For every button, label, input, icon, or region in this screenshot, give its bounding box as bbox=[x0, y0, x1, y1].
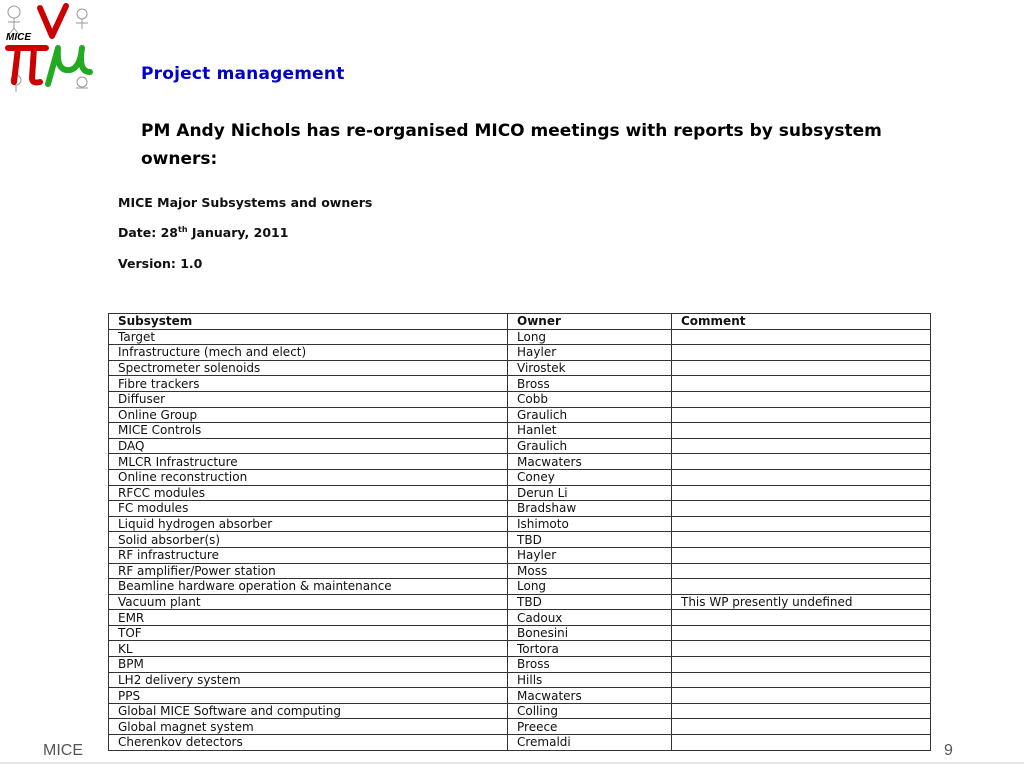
cell-owner: Long bbox=[508, 329, 672, 345]
cell-comment bbox=[672, 657, 931, 673]
cell-subsystem: RFCC modules bbox=[109, 485, 508, 501]
intro-text: PM Andy Nichols has re-organised MICO meetings with reports by subsystem owners: bbox=[141, 121, 882, 169]
cell-owner: Ishimoto bbox=[508, 516, 672, 532]
cell-comment bbox=[672, 563, 931, 579]
cell-subsystem: Fibre trackers bbox=[109, 376, 508, 392]
table-row bbox=[109, 423, 931, 439]
cell-owner: Moss bbox=[508, 563, 672, 579]
cell-comment bbox=[672, 423, 931, 439]
cell-subsystem: MLCR Infrastructure bbox=[109, 454, 508, 470]
cell-owner: Bonesini bbox=[508, 625, 672, 641]
table-row bbox=[109, 501, 931, 517]
table-row bbox=[109, 563, 931, 579]
cell-comment bbox=[672, 391, 931, 407]
header-comment: Comment bbox=[672, 314, 931, 330]
table-row bbox=[109, 610, 931, 626]
cell-subsystem: RF infrastructure bbox=[109, 547, 508, 563]
cell-owner: Graulich bbox=[508, 438, 672, 454]
cell-subsystem: Online reconstruction bbox=[109, 469, 508, 485]
cell-comment bbox=[672, 735, 931, 751]
page-heading: Project management bbox=[141, 64, 345, 84]
cell-subsystem: RF amplifier/Power station bbox=[109, 563, 508, 579]
document-date: Date: 28th January, 2011 bbox=[118, 225, 289, 241]
cell-owner: Cremaldi bbox=[508, 735, 672, 751]
table-row bbox=[109, 532, 931, 548]
cell-subsystem: EMR bbox=[109, 610, 508, 626]
cell-owner: Hayler bbox=[508, 547, 672, 563]
cell-subsystem: LH2 delivery system bbox=[109, 672, 508, 688]
subsystems-table bbox=[108, 313, 931, 751]
table-row bbox=[109, 657, 931, 673]
cell-comment bbox=[672, 345, 931, 361]
cell-comment bbox=[672, 485, 931, 501]
cell-comment bbox=[672, 579, 931, 595]
table-row bbox=[109, 454, 931, 470]
cell-subsystem: KL bbox=[109, 641, 508, 657]
cell-subsystem: Global magnet system bbox=[109, 719, 508, 735]
mice-logo bbox=[2, 2, 94, 94]
table-row bbox=[109, 360, 931, 376]
table-row bbox=[109, 688, 931, 704]
cell-subsystem: DAQ bbox=[109, 438, 508, 454]
cell-owner: Coney bbox=[508, 469, 672, 485]
table-row bbox=[109, 719, 931, 735]
cell-comment bbox=[672, 641, 931, 657]
cell-owner: Hills bbox=[508, 672, 672, 688]
table-row bbox=[109, 329, 931, 345]
table-row bbox=[109, 625, 931, 641]
cell-comment bbox=[672, 688, 931, 704]
cell-subsystem: Online Group bbox=[109, 407, 508, 423]
cell-owner: Tortora bbox=[508, 641, 672, 657]
cell-owner: Long bbox=[508, 579, 672, 595]
cell-subsystem: PPS bbox=[109, 688, 508, 704]
cell-owner: Cobb bbox=[508, 391, 672, 407]
table-row bbox=[109, 485, 931, 501]
cell-owner: Preece bbox=[508, 719, 672, 735]
bottom-divider bbox=[0, 762, 1024, 764]
cell-comment: This WP presently undefined bbox=[672, 594, 931, 610]
table-row bbox=[109, 547, 931, 563]
table-row bbox=[109, 516, 931, 532]
cell-owner: Cadoux bbox=[508, 610, 672, 626]
cell-owner: Derun Li bbox=[508, 485, 672, 501]
cell-comment bbox=[672, 501, 931, 517]
cell-comment bbox=[672, 672, 931, 688]
cell-comment bbox=[672, 469, 931, 485]
cell-owner: Bross bbox=[508, 376, 672, 392]
svg-text:MICE: MICE bbox=[6, 32, 31, 43]
cell-comment bbox=[672, 532, 931, 548]
cell-subsystem: FC modules bbox=[109, 501, 508, 517]
cell-owner: Virostek bbox=[508, 360, 672, 376]
cell-comment bbox=[672, 625, 931, 641]
cell-subsystem: TOF bbox=[109, 625, 508, 641]
cell-owner: Hayler bbox=[508, 345, 672, 361]
cell-subsystem: Spectrometer solenoids bbox=[109, 360, 508, 376]
table-row bbox=[109, 579, 931, 595]
cell-subsystem: Cherenkov detectors bbox=[109, 735, 508, 751]
header-subsystem: Subsystem bbox=[109, 314, 508, 330]
cell-owner: Macwaters bbox=[508, 688, 672, 704]
table-row bbox=[109, 594, 931, 610]
page-number: 9 bbox=[944, 742, 953, 759]
cell-subsystem: Liquid hydrogen absorber bbox=[109, 516, 508, 532]
cell-owner: Macwaters bbox=[508, 454, 672, 470]
cell-subsystem: Beamline hardware operation & maintenance bbox=[109, 579, 508, 595]
cell-comment bbox=[672, 719, 931, 735]
cell-comment bbox=[672, 454, 931, 470]
cell-owner: Bradshaw bbox=[508, 501, 672, 517]
cell-subsystem: BPM bbox=[109, 657, 508, 673]
cell-owner: Colling bbox=[508, 703, 672, 719]
cell-subsystem: Vacuum plant bbox=[109, 594, 508, 610]
table-header-row bbox=[109, 314, 931, 330]
table-row bbox=[109, 469, 931, 485]
cell-owner: Graulich bbox=[508, 407, 672, 423]
cell-owner: Hanlet bbox=[508, 423, 672, 439]
cell-comment bbox=[672, 360, 931, 376]
cell-subsystem: Infrastructure (mech and elect) bbox=[109, 345, 508, 361]
cell-subsystem: Global MICE Software and computing bbox=[109, 703, 508, 719]
cell-subsystem: Diffuser bbox=[109, 391, 508, 407]
table-row bbox=[109, 672, 931, 688]
cell-owner: TBD bbox=[508, 532, 672, 548]
table-row bbox=[109, 407, 931, 423]
table-row bbox=[109, 376, 931, 392]
cell-comment bbox=[672, 547, 931, 563]
cell-subsystem: MICE Controls bbox=[109, 423, 508, 439]
cell-comment bbox=[672, 329, 931, 345]
cell-comment bbox=[672, 376, 931, 392]
document-title: MICE Major Subsystems and owners bbox=[118, 195, 373, 210]
header-owner: Owner bbox=[508, 314, 672, 330]
cell-comment bbox=[672, 703, 931, 719]
cell-subsystem: Solid absorber(s) bbox=[109, 532, 508, 548]
cell-subsystem: Target bbox=[109, 329, 508, 345]
cell-owner: Bross bbox=[508, 657, 672, 673]
table-row bbox=[109, 735, 931, 751]
table-row bbox=[109, 703, 931, 719]
footer-label: MICE bbox=[43, 742, 83, 759]
cell-comment bbox=[672, 407, 931, 423]
table-row bbox=[109, 641, 931, 657]
cell-comment bbox=[672, 610, 931, 626]
cell-owner: TBD bbox=[508, 594, 672, 610]
document-version: Version: 1.0 bbox=[118, 256, 203, 271]
table-row bbox=[109, 438, 931, 454]
table-row bbox=[109, 391, 931, 407]
cell-comment bbox=[672, 438, 931, 454]
table-row bbox=[109, 345, 931, 361]
cell-comment bbox=[672, 516, 931, 532]
